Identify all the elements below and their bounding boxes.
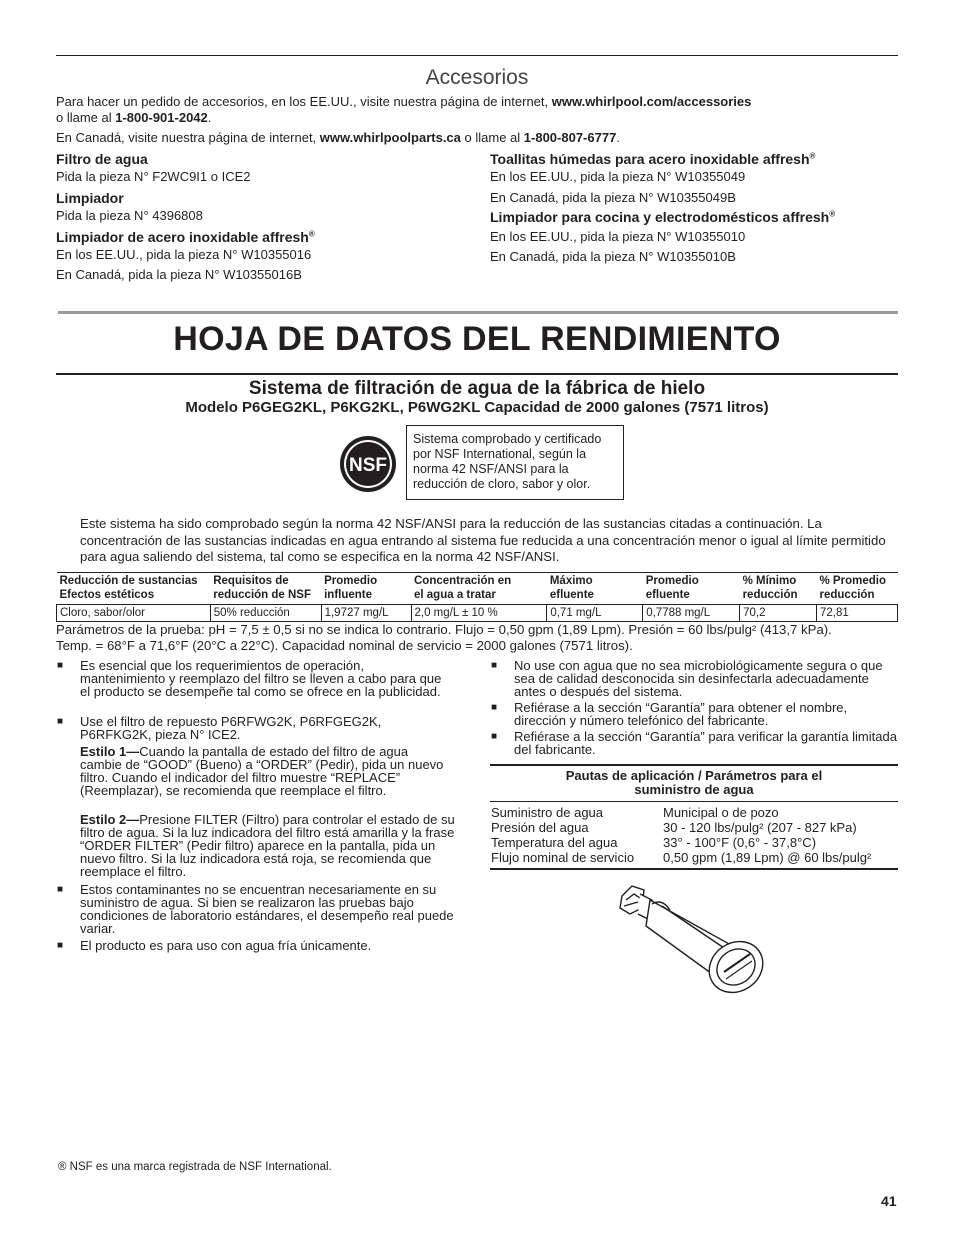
accesorios-title: Accesorios [425, 66, 529, 89]
table-cell: Municipal o de pozo [663, 805, 779, 820]
bullet-square-icon: ■ [57, 716, 64, 727]
top-rule [56, 55, 898, 56]
table-cell: 70,2 [740, 605, 817, 622]
bullet-square-icon: ■ [57, 940, 64, 951]
bullet-square-icon: ■ [491, 731, 498, 742]
bullet-square-icon: ■ [57, 884, 64, 895]
intro-paragraph: Este sistema ha sido comprobado según la norma 42 NSF/ANSI para la reducción de las sustancias citadas a continuación. La concentración de las sustancias indicadas en agua entrando al sistema fue reducida a una concentración menor o igual al límite permitido para agua saliendo del sistema, tal como se especifica en la norma 42 NSF/ANSI. [80, 516, 886, 564]
item-title: Limpiador de acero inoxidable affresh® [56, 229, 315, 245]
test-parameters-line1: Parámetros de la prueba: pH = 7,5 ± 0,5 si no se indica lo contrario. Flujo = 0,50 gpm (1,89 Lpm). Presión = 60 lbs/pulg² (413,7 kPa). [56, 622, 832, 637]
page-title: HOJA DE DATOS DEL RENDIMIENTO [173, 320, 781, 358]
item-line: En Canadá, pida la pieza N° W10355049B [490, 190, 736, 205]
table-header-row [57, 573, 898, 605]
table-cell: 72,81 [817, 605, 898, 622]
item-line: Pida la pieza N° 4396808 [56, 208, 203, 223]
col-header: Reducción de sustancias Efectos estéticos [57, 573, 211, 605]
performance-table [56, 572, 898, 622]
col-header: Requisitos de reducción de NSF [210, 573, 321, 605]
bullet-square-icon: ■ [57, 660, 64, 671]
table-cell: 0,71 mg/L [547, 605, 643, 622]
item-line: En los EE.UU., pida la pieza N° W10355016 [56, 247, 312, 262]
bullet-text: No use con agua que no sea microbiológicamente segura o que sea de calidad desconocida sin desinfectarla adecuadamente antes o después del sistema. [514, 658, 883, 699]
col-header: % Promedio reducción [817, 573, 898, 605]
table-row [490, 850, 898, 869]
col-header: Promedio influente [321, 573, 411, 605]
guide-header-row [490, 765, 898, 802]
model-line: Modelo P6GEG2KL, P6KG2KL, P6WG2KL Capacidad de 2000 galones (7571 litros) [185, 399, 769, 416]
col-header: % Mínimo reducción [740, 573, 817, 605]
table-cell: 50% reducción [210, 605, 321, 622]
table-row [490, 835, 898, 850]
item-line: En Canadá, pida la pieza N° W10355010B [490, 249, 736, 264]
table-cell: 33° - 100°F (0,6° - 37,8°C) [663, 835, 817, 850]
accesorios-line3: En Canadá, visite nuestra página de internet, www.whirlpoolparts.ca o llame al 1-800-807-6777. [56, 130, 620, 145]
system-subtitle: Sistema de filtración de agua de la fábrica de hielo [248, 378, 706, 399]
table-row [490, 802, 898, 821]
guide-header: Pautas de aplicación / Parámetros para el suministro de agua [490, 765, 898, 802]
bullet-square-icon: ■ [491, 702, 498, 713]
table-cell: 1,9727 mg/L [321, 605, 411, 622]
table-row [490, 820, 898, 835]
accesorios-line1: Para hacer un pedido de accesorios, en los EE.UU., visite nuestra página de internet, www.whirlpool.com/accessories [56, 94, 752, 109]
water-supply-guide-table [490, 764, 898, 870]
item-line: En los EE.UU., pida la pieza N° W10355049 [490, 169, 746, 184]
bullet-text: Refiérase a la sección “Garantía” para obtener el nombre, dirección y número telefónico del fabricante. [514, 700, 848, 728]
footnote: ® NSF es una marca registrada de NSF International. [58, 1161, 332, 1173]
accesorios-line2: o llame al 1-800-901-2042. [56, 110, 212, 125]
item-title: Filtro de agua [56, 151, 148, 167]
item-title: Limpiador [56, 190, 124, 206]
bullet-text: Estos contaminantes no se encuentran necesariamente en su suministro de agua. Si bien se realizaron las pruebas bajo condiciones de laboratorio estándares, el desempeño real puede variar. [80, 882, 454, 936]
page-number: 41 [881, 1193, 897, 1209]
test-parameters-line2: Temp. = 68°F a 71,6°F (20°C a 22°C). Capacidad nominal de servicio = 2000 galones (7571 litros). [56, 638, 633, 653]
estilo1-paragraph: Estilo 1—Cuando la pantalla de estado del filtro de agua cambie de “GOOD” (Bueno) a “ORDER” (Pedir), pida un nuevo filtro. Cuando el indicador del filtro muestre “REPLACE” (Reemplazar), se recomienda que reemplace el filtro. [80, 744, 444, 798]
col-header: Concentración en el agua a tratar [411, 573, 547, 605]
table-cell: 0,7788 mg/L [643, 605, 740, 622]
col-header: Máximo efluente [547, 573, 643, 605]
canada-phone: 1-800-807-6777 [523, 130, 617, 145]
nsf-logo-icon [338, 434, 398, 494]
table-cell: Flujo nominal de servicio [490, 850, 662, 869]
item-line: Pida la pieza N° F2WC9I1 o ICE2 [56, 169, 251, 184]
nsf-certification-box: Sistema comprobado y certificado por NSF International, según la norma 42 NSF/ANSI para la reducción de cloro, sabor y olor. [406, 425, 624, 500]
item-title: Toallitas húmedas para acero inoxidable affresh® [490, 151, 816, 167]
estilo2-paragraph: Estilo 2—Presione FILTER (Filtro) para controlar el estado de su filtro de agua. Si la luz indicadora del filtro está amarilla y la frase “ORDER FILTER” (Pedir filtro) aparece en la pantalla, pida un nuevo filtro. Si la luz indicadora está roja, se recomienda que reemplace el filtro. [80, 812, 455, 879]
table-cell: 0,50 gpm (1,89 Lpm) @ 60 lbs/pulg² [662, 850, 898, 869]
table-row [57, 605, 898, 622]
section-divider [58, 311, 898, 314]
col-header: Promedio efluente [643, 573, 740, 605]
table-cell: 2,0 mg/L ± 10 % [411, 605, 547, 622]
water-filter-illustration [612, 880, 772, 1000]
whirlpool-accessories-link[interactable]: www.whirlpool.com/accessories [551, 94, 752, 109]
whirlpoolparts-link[interactable]: www.whirlpoolparts.ca [319, 130, 461, 145]
table-cell: Presión del agua [491, 820, 589, 835]
bullet-square-icon: ■ [491, 660, 498, 671]
table-cell: Temperatura del agua [491, 835, 618, 850]
nsf-logo-text: NSF [349, 455, 387, 476]
bullet-text: Use el filtro de repuesto P6RFWG2K, P6RFGEG2K, P6RFKG2K, pieza N° ICE2. [80, 714, 382, 742]
table-cell: 30 - 120 lbs/pulg² (207 - 827 kPa) [663, 820, 857, 835]
item-line: En los EE.UU., pida la pieza N° W10355010 [490, 229, 746, 244]
item-line: En Canadá, pida la pieza N° W10355016B [56, 267, 302, 282]
bullet-text: Es esencial que los requerimientos de operación, mantenimiento y reemplazo del filtro se lleven a cabo para que el producto se desempeñe tal como se ofrece en la publicidad. [80, 658, 442, 699]
bullet-text: Refiérase a la sección “Garantía” para verificar la garantía limitada del fabricante. [514, 729, 897, 757]
item-title: Limpiador para cocina y electrodomésticos affresh® [490, 209, 836, 225]
table-cell: Suministro de agua [491, 805, 604, 820]
bullet-text: El producto es para uso con agua fría únicamente. [80, 938, 372, 953]
title-rule [56, 373, 898, 375]
us-phone: 1-800-901-2042 [115, 110, 208, 125]
table-cell: Cloro, sabor/olor [57, 605, 211, 622]
